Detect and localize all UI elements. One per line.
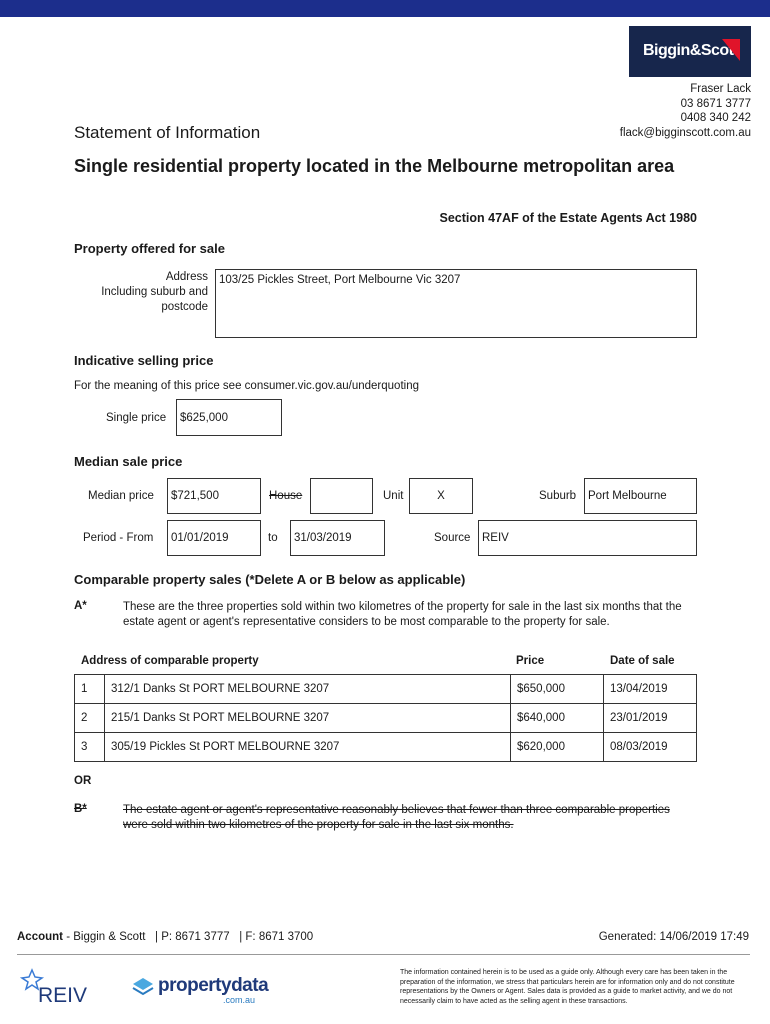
propertydata-icon (131, 974, 155, 998)
reiv-logo (20, 968, 90, 1008)
generated-timestamp: Generated: 14/06/2019 17:49 (598, 931, 749, 943)
reiv-logo-text: REIV (38, 984, 88, 1007)
period-from-field: 01/01/2019 (167, 520, 261, 556)
option-b-label: B* (74, 803, 87, 815)
row-date: 08/03/2019 (604, 733, 697, 762)
suburb-field: Port Melbourne (584, 478, 697, 514)
single-price-label: Single price (106, 412, 167, 424)
row-price: $640,000 (511, 704, 604, 733)
row-number: 3 (75, 733, 105, 762)
address-label-line-3: postcode (161, 301, 208, 313)
row-number: 1 (75, 675, 105, 704)
account-label: Account (17, 931, 63, 943)
source-field: REIV (478, 520, 697, 556)
suburb-label: Suburb (539, 490, 577, 502)
row-number: 2 (75, 704, 105, 733)
row-date: 13/04/2019 (604, 675, 697, 704)
address-label (101, 270, 208, 315)
propertydata-logo (131, 974, 271, 1006)
disclaimer: The information contained herein is to be used as a guide only. Although every care has been taken in the preparation of the information, we stress that particulars herein are for information only and do not constitute representations by the Owners or Agent. Sales data is provided as a guide to market activity, and we do not necessarily claim to have acted as the selling agent in these transactions. (400, 969, 735, 1005)
house-label: House (269, 490, 303, 502)
row-price: $620,000 (511, 733, 604, 762)
row-address: 312/1 Danks St PORT MELBOURNE 3207 (105, 675, 511, 704)
table-row (75, 733, 697, 762)
row-date: 23/01/2019 (604, 704, 697, 733)
or-label: OR (74, 775, 92, 787)
option-a-text: These are the three properties sold within two kilometres of the property for sale in the last six months that the estate agent or agent's representative considers to be most comparable to the property for sale. (123, 601, 682, 628)
row-address: 215/1 Danks St PORT MELBOURNE 3207 (105, 704, 511, 733)
table-row (75, 675, 697, 704)
house-field (310, 478, 373, 514)
underquoting-note: For the meaning of this price see consumer.vic.gov.au/underquoting (74, 380, 419, 392)
document-heading: Statement of Information (74, 123, 261, 142)
median-heading: Median sale price (74, 454, 183, 469)
address-label-line-1: Address (165, 271, 208, 283)
period-from-label: Period - From (83, 532, 154, 544)
col-address-header: Address of comparable property (81, 655, 259, 667)
account-line (17, 931, 313, 943)
col-price-header: Price (516, 655, 545, 667)
document-title: Single residential property located in the Melbourne metropolitan area (74, 156, 675, 176)
unit-field: X (409, 478, 473, 514)
source-label: Source (434, 532, 471, 544)
row-address: 305/19 Pickles St PORT MELBOURNE 3207 (105, 733, 511, 762)
single-price-field: $625,000 (176, 399, 282, 436)
option-a-label: A* (74, 600, 87, 612)
propertydata-logo-text: propertydata (158, 975, 269, 996)
row-price: $650,000 (511, 675, 604, 704)
agent-contact (620, 82, 751, 140)
top-banner (0, 0, 770, 17)
biggin-scott-logo (629, 26, 751, 77)
property-heading: Property offered for sale (74, 241, 225, 256)
indicative-heading: Indicative selling price (74, 353, 214, 368)
agent-email: flack@bigginscott.com.au (619, 126, 751, 139)
address-field: 103/25 Pickles Street, Port Melbourne Vic 3207 (215, 269, 697, 338)
agent-name: Fraser Lack (690, 83, 751, 95)
comparable-table (74, 674, 697, 762)
logo-flag-icon (722, 39, 740, 61)
col-date-header: Date of sale (610, 655, 675, 667)
median-price-label: Median price (88, 490, 154, 502)
agent-mobile: 0408 340 242 (680, 112, 751, 124)
period-to-label: to (268, 532, 278, 544)
comparable-heading: Comparable property sales (*Delete A or B below as applicable) (74, 572, 466, 587)
logo-text: Biggin&Scott (643, 42, 739, 59)
address-label-line-2: Including suburb and (101, 286, 208, 298)
account-text: - Biggin & Scott | P: 8671 3777 | F: 8671 3700 (63, 931, 314, 943)
agent-phone: 03 8671 3777 (680, 97, 751, 110)
propertydata-logo-sub: .com.au (223, 995, 256, 1005)
option-b-text: The estate agent or agent's representative reasonably believes that fewer than three comparable properties were sold within two kilometres of the property for sale in the last six months. (123, 804, 670, 831)
table-row (75, 704, 697, 733)
median-price-field: $721,500 (167, 478, 261, 514)
unit-label: Unit (383, 490, 404, 502)
period-to-field: 31/03/2019 (290, 520, 385, 556)
footer-divider (17, 954, 750, 955)
act-section: Section 47AF of the Estate Agents Act 1980 (439, 211, 697, 225)
